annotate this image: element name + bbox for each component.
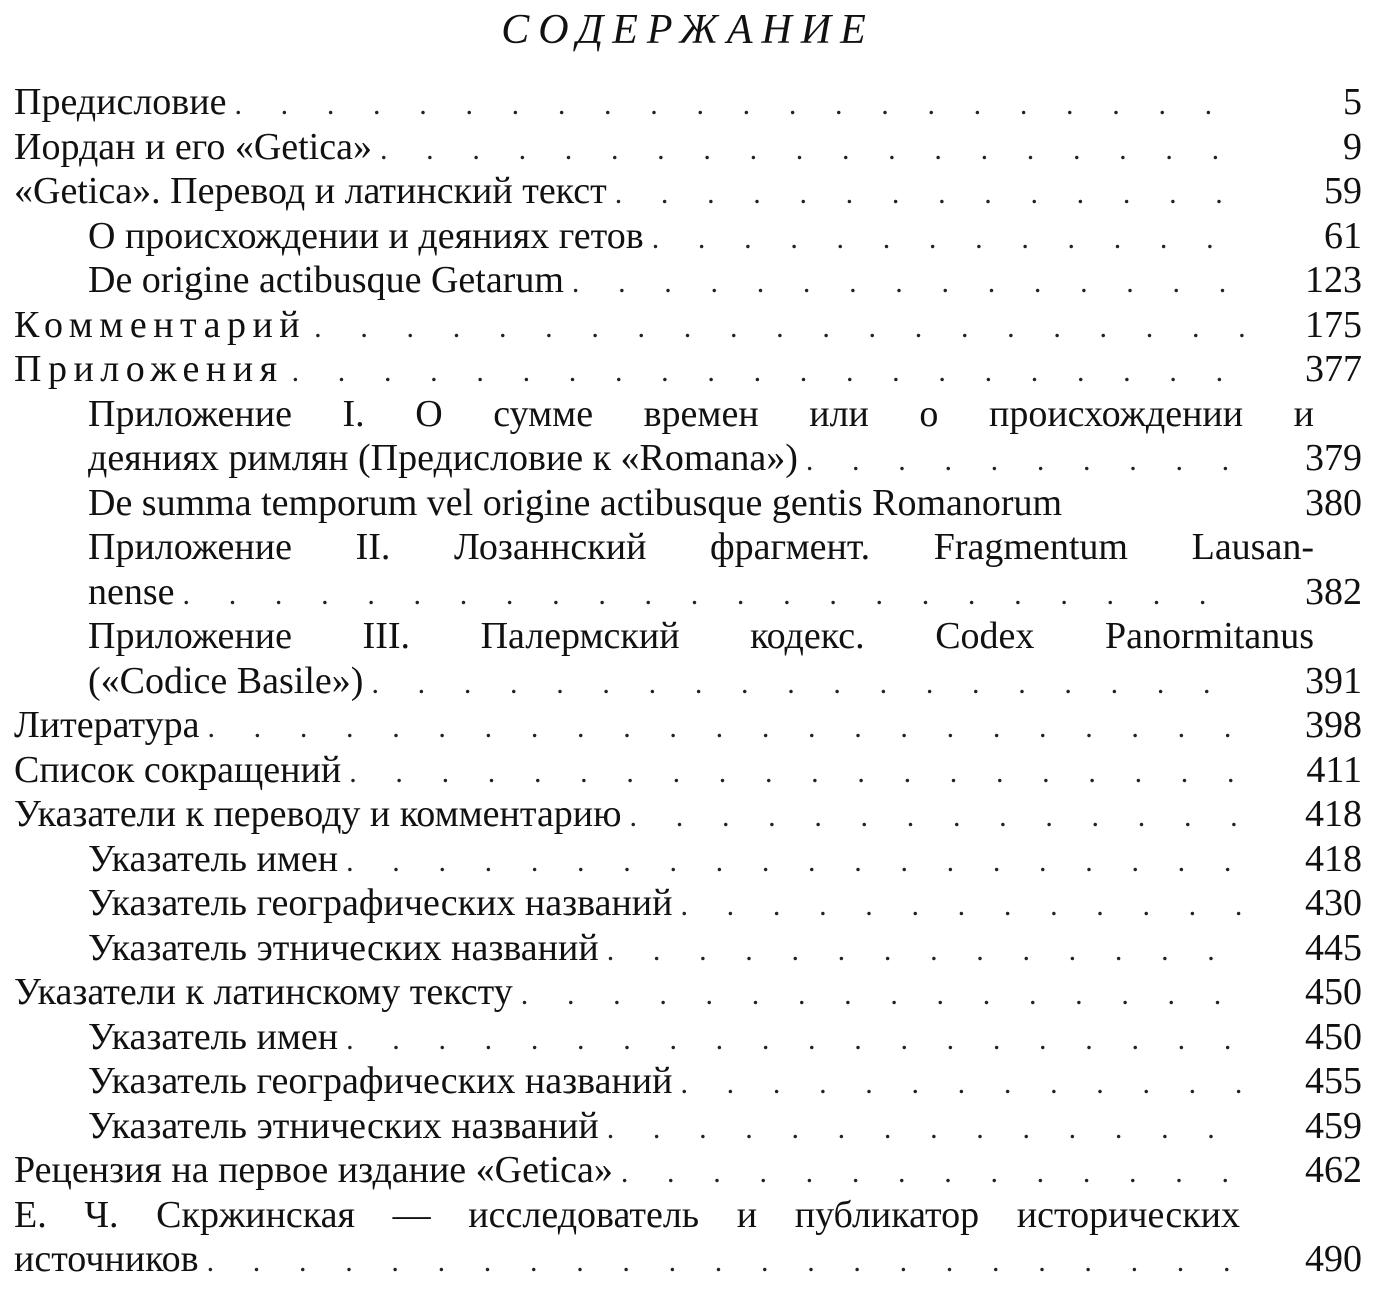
dot-leader [630, 795, 1246, 840]
dot-leader [615, 172, 1246, 217]
dot-leader [680, 884, 1246, 929]
toc-entry-title: nense [88, 570, 175, 613]
toc-entry-title: Предисловие [14, 81, 227, 123]
toc-entry-title: Приложение II. Лозаннский фрагмент. Fragmentum Lausan- [88, 526, 1314, 568]
toc-entry [0, 703, 1376, 748]
toc-entry-title: («Codice Basile») [88, 659, 364, 702]
toc-entry-title: De summa temporum vel origine actibusque gentis Romanorum [88, 481, 1063, 524]
dot-leader [346, 840, 1246, 885]
toc-page-number: 450 [1305, 971, 1362, 1013]
dot-leader [349, 751, 1246, 796]
toc-entry-title: Литература [14, 704, 200, 746]
dot-leader [572, 261, 1246, 306]
toc-entry [0, 1059, 1376, 1104]
dot-leader [314, 306, 1246, 351]
toc-page-number: 123 [1305, 259, 1362, 301]
toc-entry-title: De origine actibusque Getarum [88, 259, 564, 301]
toc-page-number: 490 [1305, 1238, 1362, 1280]
toc-entry-title: О происхождении и деяниях гетов [88, 214, 644, 257]
toc-entry [0, 303, 1376, 348]
toc-entry [0, 881, 1376, 926]
toc-page-number: 175 [1305, 303, 1362, 346]
toc-entry [0, 926, 1376, 971]
toc-entry-title: Указатель имен [88, 837, 339, 880]
toc-entry [0, 837, 1376, 882]
toc-page-number: 5 [1343, 81, 1362, 123]
dot-leader [292, 350, 1246, 395]
toc-page-number: 59 [1324, 170, 1362, 212]
dot-leader [380, 128, 1246, 173]
toc-page-number: 418 [1305, 793, 1362, 835]
dot-leader [207, 706, 1246, 751]
toc-page-number: 391 [1305, 659, 1362, 702]
toc-entry [0, 258, 1376, 303]
page-title: СОДЕРЖАНИЕ [501, 7, 875, 53]
dot-leader [234, 83, 1246, 128]
toc-entry [0, 169, 1376, 214]
toc-page-number: 380 [1305, 481, 1362, 524]
toc-entry [0, 125, 1376, 170]
toc-entry [0, 214, 1376, 259]
toc-entry-title: Рецензия на первое издание «Getica» [14, 1149, 613, 1191]
toc-entry-title: Приложение I. О сумме времен или о происхождении и [88, 392, 1314, 435]
toc-entry [0, 1104, 1376, 1149]
toc-entry-title: Е. Ч. Скржинская — исследователь и публикатор исторических [14, 1193, 1240, 1236]
toc-page-number: 377 [1305, 348, 1362, 390]
toc-entry [0, 970, 1376, 1015]
toc-entry-title: Указатели к латинскому тексту [14, 971, 513, 1013]
toc-entry-title: Указатель имен [88, 1015, 339, 1058]
toc-entry-title: Иордан и его «Getica» [14, 125, 372, 168]
toc-entry-title: Указатель этнических названий [88, 926, 599, 969]
toc-page-number: 455 [1305, 1060, 1362, 1102]
toc-entry-title: деяниях римлян (Предисловие к «Romana») [88, 437, 798, 479]
toc-entry [0, 80, 1376, 125]
toc-entry-title: Указатель этнических названий [88, 1104, 599, 1147]
toc-entry-title: Указатель географических названий [88, 1060, 673, 1102]
toc-entry-title: Указатели к переводу и комментарию [14, 793, 622, 835]
toc-page-number: 430 [1305, 882, 1362, 924]
toc-entry-title: «Getica». Перевод и латинский текст [14, 170, 607, 212]
toc-page-number: 411 [1306, 748, 1362, 791]
toc-entry [0, 748, 1376, 793]
toc-entry-title: Указатель географических названий [88, 882, 673, 924]
toc-page-number: 462 [1305, 1149, 1362, 1191]
toc-entry-title: Приложение III. Палермский кодекс. Codex Panormitanus [88, 615, 1314, 657]
dot-leader [652, 217, 1246, 262]
table-of-contents [0, 80, 1376, 1282]
toc-page-number: 459 [1305, 1104, 1362, 1147]
toc-entry [0, 347, 1376, 392]
toc-entry [0, 481, 1376, 526]
toc-entry [0, 1015, 1376, 1060]
toc-entry-title: Комментарий [14, 303, 307, 346]
toc-entry [0, 1193, 1376, 1282]
dot-leader [607, 929, 1246, 974]
toc-page-number: 379 [1305, 437, 1362, 479]
toc-page-number: 418 [1305, 837, 1362, 880]
toc-page-number: 61 [1324, 214, 1362, 257]
dot-leader [806, 439, 1246, 484]
toc-entry-title: источников [14, 1238, 199, 1280]
toc-page-number: 9 [1343, 125, 1362, 168]
toc-entry [0, 792, 1376, 837]
toc-entry [0, 1148, 1376, 1193]
toc-entry [0, 614, 1376, 703]
dot-leader [207, 1240, 1246, 1285]
toc-entry-title: Список сокращений [14, 748, 342, 791]
toc-entry [0, 525, 1376, 614]
toc-page-number: 450 [1305, 1015, 1362, 1058]
toc-page-number: 445 [1305, 926, 1362, 969]
dot-leader [183, 573, 1246, 618]
dot-leader [346, 1018, 1246, 1063]
dot-leader [680, 1062, 1246, 1107]
dot-leader [371, 662, 1246, 707]
dot-leader [621, 1151, 1246, 1196]
toc-page-number: 382 [1305, 570, 1362, 613]
toc-entry [0, 392, 1376, 481]
toc-page-number: 398 [1305, 704, 1362, 746]
dot-leader [521, 973, 1246, 1018]
dot-leader [607, 1107, 1246, 1152]
toc-entry-title: Приложения [14, 348, 284, 390]
